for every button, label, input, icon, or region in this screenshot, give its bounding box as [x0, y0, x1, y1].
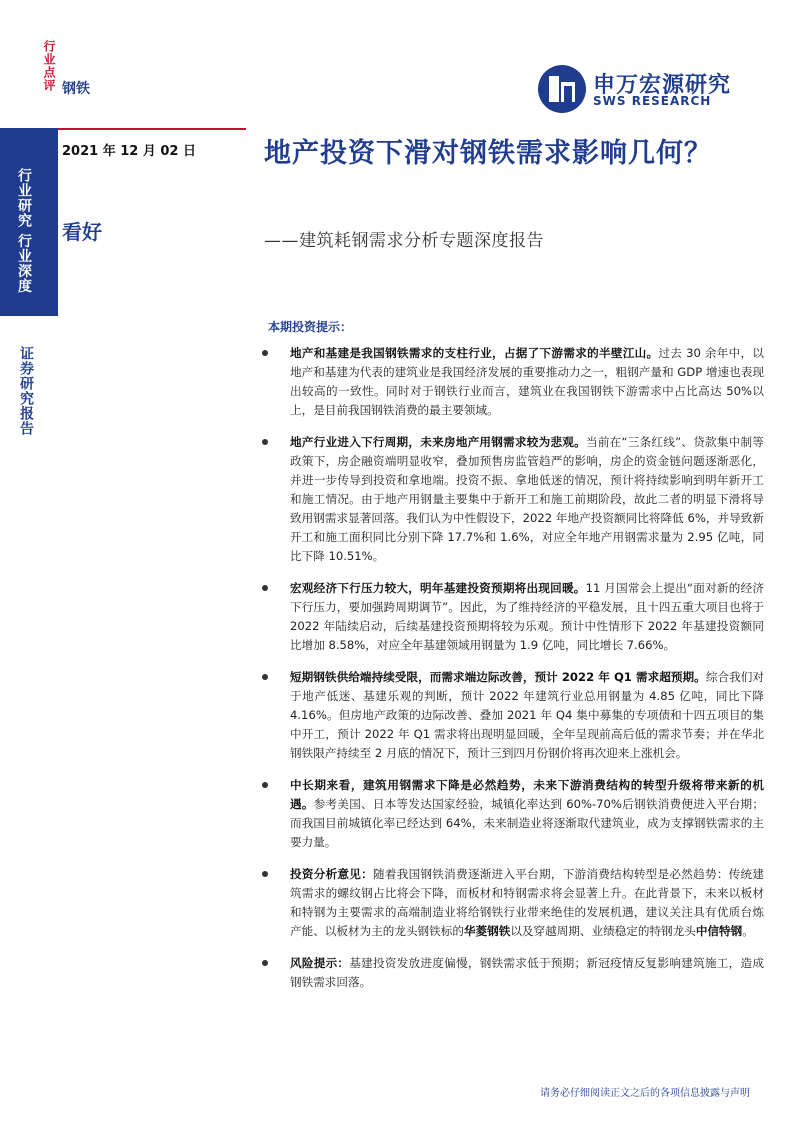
list-item — [262, 776, 764, 852]
bullet-text-end: 。 — [742, 924, 754, 938]
sidebar-top-label: 行业点评 — [42, 40, 56, 92]
bullet-text: 随着我国钢铁消费逐渐进入平台期，下游消费结构转型是必然趋势：传统建筑需求的螺纹钢占比将会下降，而板材和特钢需求将会显著上升。在此背景下，未来以板材和特钢为主要需求的高端制造业将给钢铁行业带来绝佳的发展机遇，建议关注具有优质台炼产能、以板材为主的龙头钢铁标的 — [290, 867, 764, 938]
bullet-text: 参考美国、日本等发达国家经验，城镇化率达到 60%-70%后钢铁消费便进入平台期；而我国目前城镇化率已经达到 64%，未来制造业将逐渐取代建筑业，成为支撑钢铁需求的主要力量。 — [290, 797, 764, 849]
bullet-lead: 风险提示： — [290, 956, 350, 970]
bullet-lead: 地产和基建是我国钢铁需求的支柱行业，占据了下游需求的半壁江山。 — [290, 346, 659, 360]
left-sidebar — [0, 0, 58, 1122]
stock-pick-hualing: 华菱钢铁 — [463, 924, 511, 938]
bullet-lead: 中长期来看，建筑用钢需求下降是必然趋势，未来下游消费结构的转型升级将带来新的机遇。 — [290, 778, 764, 811]
list-item — [262, 954, 764, 992]
investment-tips-heading: 本期投资提示： — [268, 320, 353, 334]
sector-label: 钢铁 — [62, 81, 90, 97]
logo-chinese-name: 申万宏源研究 — [593, 73, 732, 98]
investment-tips-list — [262, 344, 764, 1005]
bullet-icon — [262, 871, 268, 877]
bullet-text-cont: 以及穿越周期、业绩稳定的特钢龙头 — [510, 924, 696, 938]
report-subtitle: ——建筑耗钢需求分析专题深度报告 — [264, 231, 544, 251]
bullet-text: 过去 30 余年中，以地产和基建为代表的建筑业是我国经济发展的重要推动力之一，粗钢产量和 GDP 增速也表现出较高的一致性。同时对于钢铁行业而言，建筑业在我国钢铁下游需求中占比高达 50%以上，是目前我国钢铁消费的最主要领域。 — [290, 346, 764, 417]
sws-logo — [537, 64, 757, 114]
bullet-icon — [262, 585, 268, 591]
bullet-lead: 地产行业进入下行周期，未来房地产用钢需求较为悲观。 — [290, 435, 586, 449]
bullet-text: 11 月国常会上提出“面对新的经济下行压力，要加强跨周期调节”。因此，为了维持经济的平稳发展，且十四五重大项目也将于 2022 年陆续启动，后续基建投资预期将较为乐观。预计中性情形下 2022 年基建投资额同比增加 8.58%，对应全年基建领域用钢量为 1.9 亿吨，同比增长 7.66%。 — [290, 581, 764, 652]
bullet-text: 基建投资发放进度偏慢，钢铁需求低于预期；新冠疫情反复影响建筑施工，造成钢铁需求回落。 — [290, 956, 764, 989]
bullet-icon — [262, 674, 268, 680]
report-date: 2021 年 12 月 02 日 — [62, 144, 196, 159]
bullet-text: 综合我们对于地产低迷、基建乐观的判断，预计 2022 年建筑行业总用钢量为 4.85 亿吨，同比下降 4.16%。但房地产政策的边际改善、叠加 2021 年 Q4 集中募集的专项债和十四五项目的集中开工，预计 2022 年 Q1 需求将出现明显回暖，全年呈现前高后低的需求节奏；并在华北钢铁限产持续至 2 月底的情况下，预计三到四月份钢价将再次迎来上涨机会。 — [290, 670, 764, 760]
list-item — [262, 668, 764, 763]
stock-pick-citic: 中信特钢 — [695, 924, 743, 938]
bullet-icon — [262, 439, 268, 445]
sidebar-report-type: 行业研究 行业深度 — [16, 168, 32, 294]
sws-logo-icon — [537, 64, 587, 114]
bullet-icon — [262, 350, 268, 356]
list-item — [262, 433, 764, 566]
list-item — [262, 344, 764, 420]
bullet-lead: 短期钢铁供给端持续受限，而需求端边际改善，预计 2022 年 Q1 需求超预期。 — [290, 670, 706, 684]
sidebar-securities-research: 证券研究报告 — [18, 346, 34, 436]
footer-disclaimer: 请务必仔细阅读正文之后的各项信息披露与声明 — [540, 1088, 750, 1099]
logo-english-name: SWS RESEARCH — [593, 94, 712, 108]
bullet-lead: 宏观经济下行压力较大，明年基建投资预期将出现回暖。 — [290, 581, 586, 595]
report-title: 地产投资下滑对钢铁需求影响几何？ — [264, 138, 712, 169]
bullet-text: 当前在“三条红线”、贷款集中制等政策下，房企融资端明显收窄，叠加预售房监管趋严的影响，房企的资金链问题逐渐恶化，并进一步传导到投资和拿地端。投资不振、拿地低迷的情况，预计将持续影响到明年新开工和施工情况。由于地产用钢量主要集中于新开工和施工前期阶段，故此二者的明显下滑将导致用钢需求显著回落。我们认为中性假设下，2022 年地产投资额同比将降低 6%，并导致新开工和施工面积同比分别下降 17.7%和 1.6%，对应全年地产用钢需求量为 2.95 亿吨，同比下降 10.51%。 — [290, 435, 764, 563]
list-item — [262, 865, 764, 941]
rating-label: 看好 — [62, 220, 102, 244]
header-divider — [58, 128, 246, 130]
sidebar-blue-block — [0, 128, 58, 316]
sidebar-top-panel — [0, 0, 58, 122]
bullet-lead: 投资分析意见： — [290, 867, 373, 881]
list-item — [262, 579, 764, 655]
bullet-icon — [262, 960, 268, 966]
bullet-icon — [262, 782, 268, 788]
